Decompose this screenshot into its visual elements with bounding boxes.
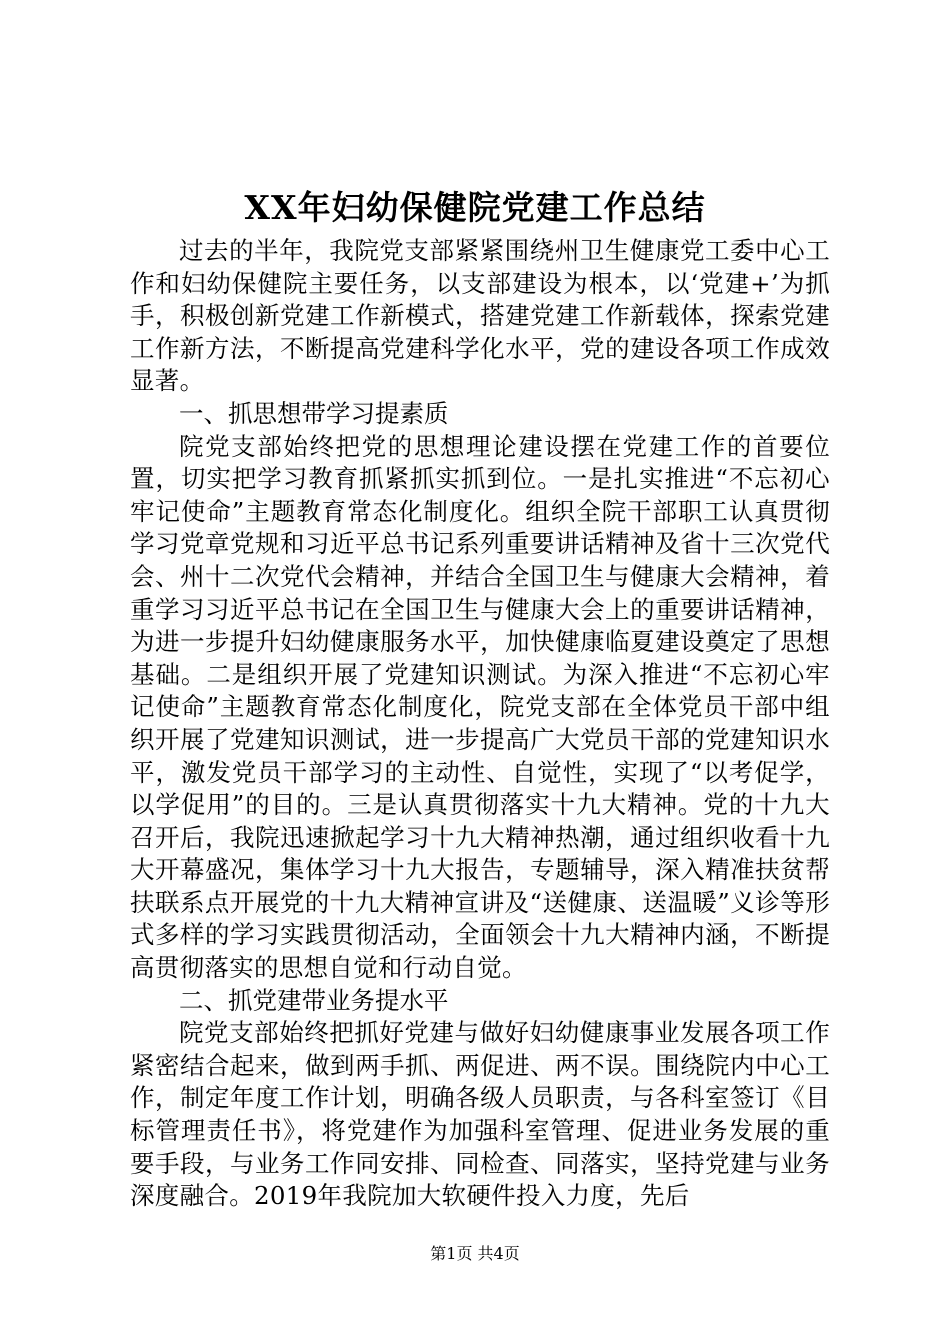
intro-paragraph: 过去的半年，我院党支部紧紧围绕州卫生健康党工委中心工作和妇幼保健院主要任务，以支部建设为根本，以‘党建+’为抓手，积极创新党建工作新模式，搭建党建工作新载体，探索党建工作新方法，不断提高党建科学化水平，党的建设各项工作成效显著。 xyxy=(130,236,830,396)
document-body xyxy=(130,235,830,1213)
section-2-paragraph: 院党支部始终把抓好党建与做好妇幼健康事业发展各项工作紧密结合起来，做到两手抓、两促进、两不误。围绕院内中心工作，制定年度工作计划，明确各级人员职责，与各科室签订《目标管理责任书》，将党建作为加强科室管理、促进业务发展的重要手段，与业务工作同安排、同检查、同落实，坚持党建与业务深度融合。2019年我院加大软硬件投入力度，先后 xyxy=(130,1018,830,1211)
section-heading-1: 一、抓思想带学习提素质 xyxy=(179,398,449,428)
section-1-paragraph: 院党支部始终把党的思想理论建设摆在党建工作的首要位置，切实把学习教育抓紧抓实抓到位。一是扎实推进“不忘初心牢记使命”主题教育常态化制度化。组织全院干部职工认真贯彻学习党章党规和习近平总书记系列重要讲话精神及省十三次党代会、州十二次党代会精神，并结合全国卫生与健康大会精神，着重学习习近平总书记在全国卫生与健康大会上的重要讲话精神，为进一步提升妇幼健康服务水平，加快健康临夏建设奠定了思想基础。二是组织开展了党建知识测试。为深入推进“不忘初心牢记使命”主题教育常态化制度化，院党支部在全体党员干部中组织开展了党建知识测试，进一步提高广大党员干部的党建知识水平，激发党员干部学习的主动性、自觉性，实现了“以考促学，以学促用”的目的。三是认真贯彻落实十九大精神。党的十九大召开后，我院迅速掀起学习十九大精神热潮，通过组织收看十九大开幕盛况，集体学习十九大报告，专题辅导，深入精准扶贫帮扶联系点开展党的十九大精神宣讲及“送健康、送温暖”义诊等形式多样的学习实践贯彻活动，全面领会十九大精神内涵，不断提高贯彻落实的思想自觉和行动自觉。 xyxy=(130,431,830,983)
section-heading-2: 二、抓党建带业务提水平 xyxy=(179,985,449,1015)
page-footer: 第1页 共4页 xyxy=(430,1244,520,1263)
document-title: XX年妇幼保健院党建工作总结 xyxy=(244,188,706,227)
